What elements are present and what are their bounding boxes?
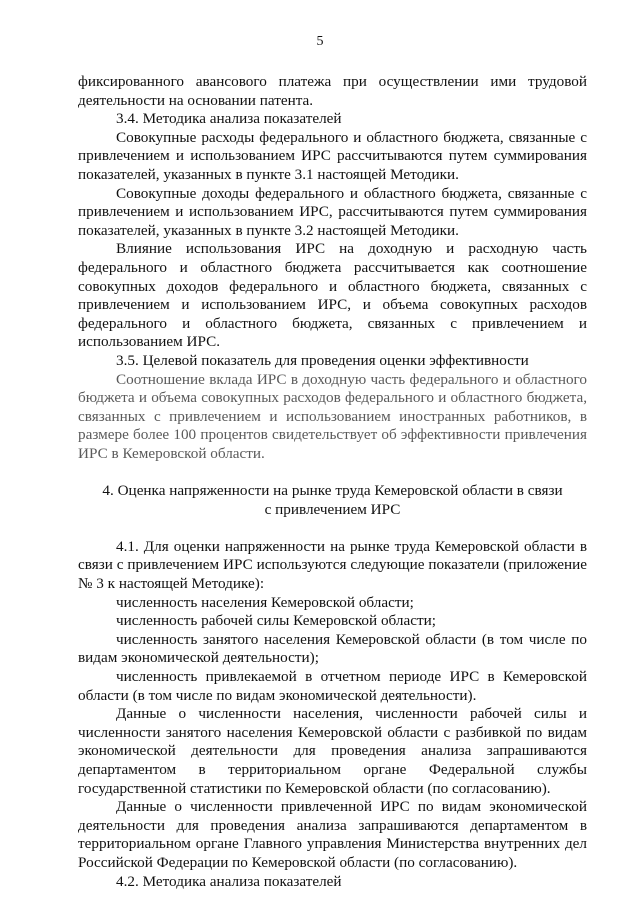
list-item-employed-population: численность занятого населения Кемеровской области (в том числе по видам экономической деятельности); — [78, 630, 587, 667]
section-4-heading: 4. Оценка напряженности на рынке труда Кемеровской области в связи с привлечением ИРС — [102, 482, 563, 518]
paragraph-total-expenses: Совокупные расходы федерального и областного бюджета, связанные с привлечением и использованием ИРС рассчитываются путем суммирования показателей, указанных в пункте 3.1 настоящей Методики. — [78, 128, 587, 183]
section-4-2-heading: 4.2. Методика анализа показателей — [116, 872, 342, 890]
paragraph-total-revenues: Совокупные доходы федерального и областного бюджета, связанные с привлечением и использованием ИРС, рассчитываются путем суммирования показателей, указанных в пункте 3.2 настоящей Методики. — [78, 184, 587, 239]
list-item-population: численность населения Кемеровской области; — [116, 593, 414, 611]
paragraph-target-indicator: Соотношение вклада ИРС в доходную часть федерального и областного бюджета и объема совокупных расходов федерального и областного бюджета, связанных с привлечением и использованием иностранных работников, в размере более 100 процентов свидетельствует об эффективности привлечения ИРС в Кемеровской области. — [78, 370, 587, 462]
section-3-4-heading: 3.4. Методика анализа показателей — [116, 110, 342, 128]
document-body — [78, 73, 587, 891]
paragraph-mvd-data-request: Данные о численности привлеченной ИРС по видам экономической деятельности для проведения анализа запрашиваются департаментом в территориальном органе Главного управления Министерства внутренних дел Российской Федерации по Кемеровской области (по согласованию). — [78, 798, 587, 871]
list-item-labor-force: численность рабочей силы Кемеровской области; — [116, 612, 436, 630]
list-item-attracted-workers: численность привлекаемой в отчетном периоде ИРС в Кемеровской области (в том числе по видам экономической деятельности). — [78, 668, 587, 704]
section-3-5-heading: 3.5. Целевой показатель для проведения оценки эффективности — [116, 351, 529, 369]
spacer — [78, 463, 587, 482]
page-number: 5 — [316, 34, 324, 49]
paragraph-statistics-data-request: Данные о численности населения, численности рабочей силы и численности занятого населения Кемеровской области с разбивкой по видам экономической деятельности для проведения анализа запрашиваются департаментом в территориальном органе Федеральной службы государственной статистики по Кемеровской области (по согласованию). — [78, 705, 587, 797]
paragraph-patent-continuation: фиксированного авансового платежа при осуществлении ими трудовой деятельности на основании патента. — [78, 73, 587, 109]
paragraph-budget-impact: Влияние использования ИРС на доходную и расходную часть федерального и областного бюджета рассчитывается как соотношение совокупных доходов федерального и областного бюджета, связанных с привлечением и использованием ИРС, и объема совокупных расходов федерального и областного бюджета, связанных с привлечением и использованием ИРС. — [78, 240, 587, 351]
paragraph-4-1-indicators-intro: 4.1. Для оценки напряженности на рынке труда Кемеровской области в связи с привлечением ИРС используются следующие показатели (приложение № 3 к настоящей Методике): — [78, 537, 587, 593]
spacer — [78, 519, 587, 538]
